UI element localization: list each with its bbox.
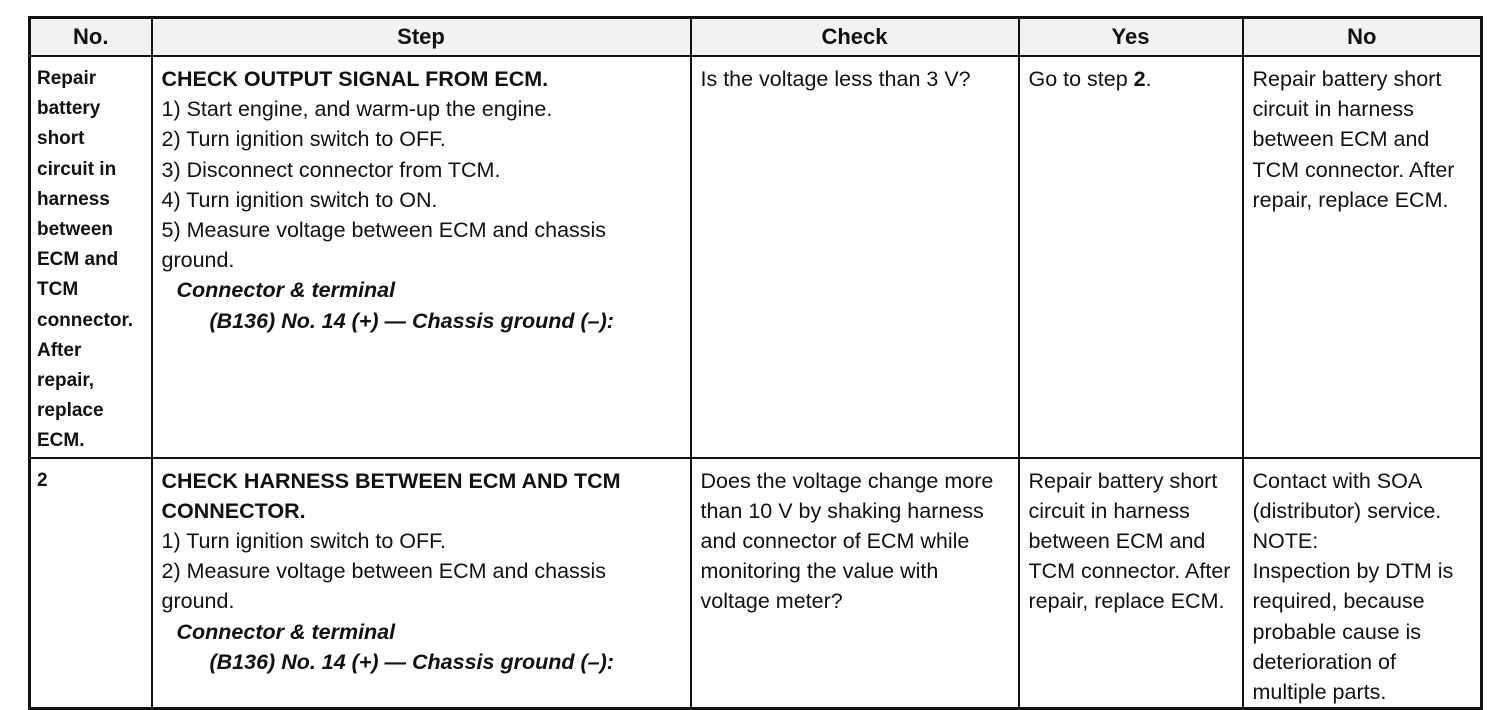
row-2-no-cell: [1243, 458, 1482, 709]
note-label: NOTE:: [1252, 529, 1319, 554]
row-2-yes-cell: [1019, 458, 1243, 709]
table-row: [30, 458, 1482, 709]
header-no-action: No: [1243, 18, 1482, 57]
no-action-line: Inspection by DTM is required, because probable cause is deterioration of multiple parts.: [1252, 559, 1454, 705]
row-2-number-cell: [30, 458, 152, 709]
header-no: No.: [30, 18, 152, 57]
yes-action: Repair battery short circuit in harness between ECM and TCM connector. After repair, replace ECM.: [1028, 468, 1231, 614]
substep: 1) Start engine, and warm-up the engine.: [161, 97, 553, 122]
header-yes: Yes: [1019, 18, 1243, 57]
yes-prefix: Go to step: [1028, 67, 1134, 91]
connector-heading: Connector & terminal: [176, 619, 396, 644]
substep: 3) Disconnect connector from TCM.: [161, 157, 501, 182]
diagnostic-table: [28, 16, 1483, 710]
row-1-check-cell: [691, 56, 1019, 458]
row-2-check-cell: [691, 458, 1019, 709]
yes-step-number: 2: [1133, 67, 1146, 91]
table-row: [30, 56, 1482, 458]
substep: 4) Turn ignition switch to ON.: [161, 187, 438, 212]
substep: 2) Turn ignition switch to OFF.: [161, 127, 446, 152]
yes-suffix: .: [1145, 67, 1152, 91]
no-action-line: Contact with SOA (distributor) service.: [1252, 468, 1442, 523]
connector-heading: Connector & terminal: [176, 278, 396, 303]
step-title: CHECK OUTPUT SIGNAL FROM ECM.: [161, 67, 549, 91]
no-action: Repair battery short circuit in harness between ECM and TCM connector. After repair, replace ECM.: [1252, 67, 1455, 212]
substep: 1) Turn ignition switch to OFF.: [161, 529, 446, 554]
row-1-step-cell: [152, 56, 691, 458]
header-step: Step: [152, 18, 691, 57]
substep: 2) Measure voltage between ECM and chassis ground.: [161, 559, 607, 614]
row-1-yes-cell: [1019, 56, 1243, 458]
header-row: [30, 18, 1482, 57]
check-text: Does the voltage change more than 10 V by shaking harness and connector of ECM while monitoring the value with voltage meter?: [700, 468, 994, 614]
check-text: Is the voltage less than 3 V?: [700, 67, 971, 91]
connector-terminal: (B136) No. 14 (+) — Chassis ground (–):: [209, 649, 614, 674]
step-title: CHECK HARNESS BETWEEN ECM AND TCM CONNECTOR.: [161, 468, 621, 523]
yes-action: [1020, 57, 1242, 94]
substep: 5) Measure voltage between ECM and chassis ground.: [161, 218, 607, 273]
row-number: Repair battery short circuit in harness between ECM and TCM connector. After repair, replace ECM.: [37, 68, 134, 452]
connector-terminal: (B136) No. 14 (+) — Chassis ground (–):: [209, 308, 614, 333]
header-check: Check: [691, 18, 1019, 57]
row-1-number-cell: [30, 56, 152, 458]
row-1-no-cell: [1243, 56, 1482, 458]
row-number: 2: [37, 469, 48, 491]
row-2-step-cell: [152, 458, 691, 709]
